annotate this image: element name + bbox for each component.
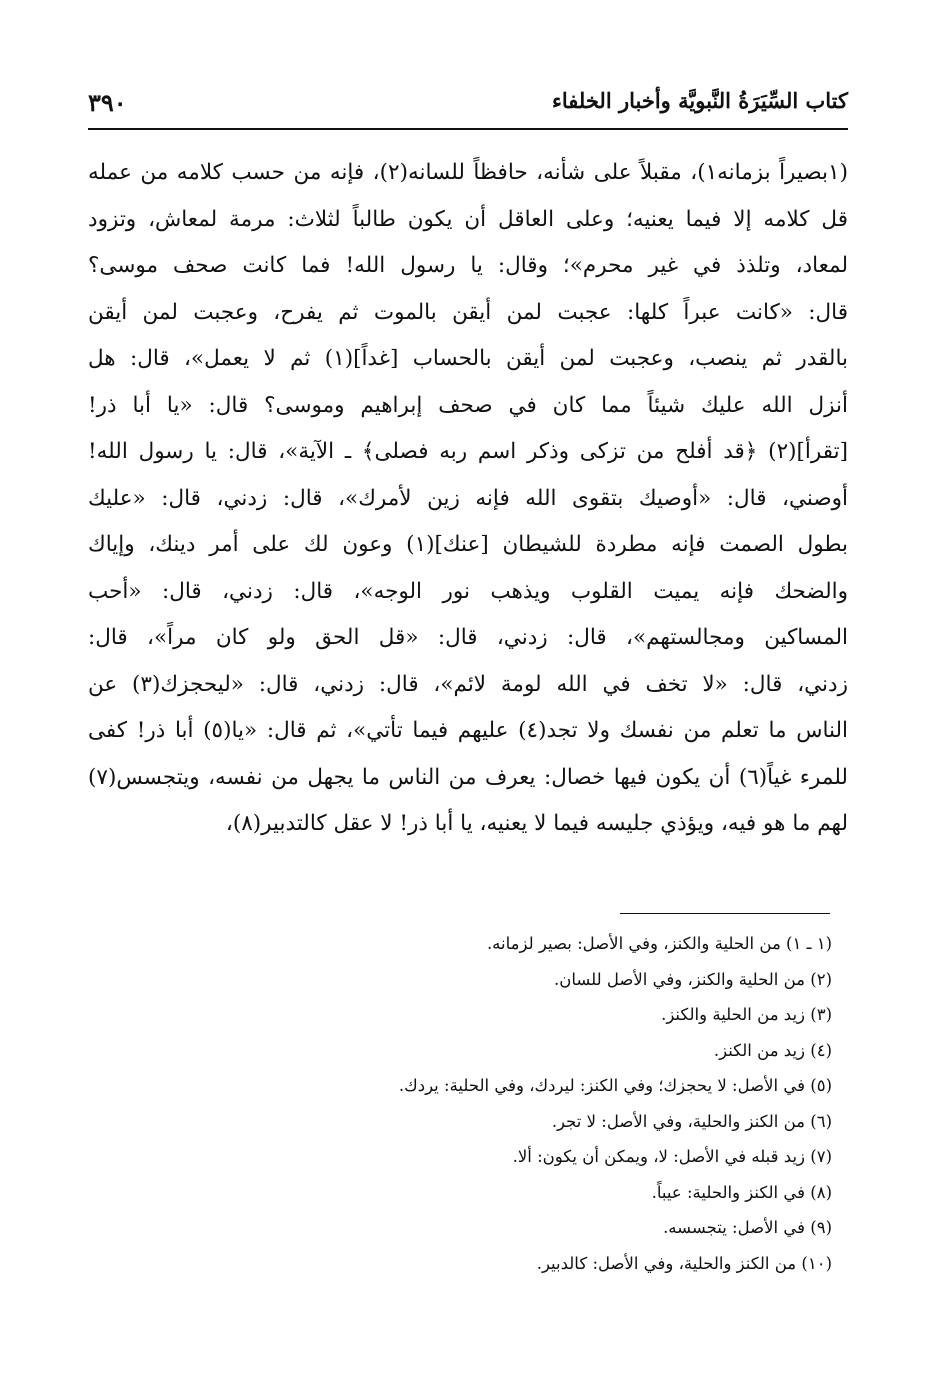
footnote: (٢) من الحلية والكنز، وفي الأصل للسان. <box>554 969 832 989</box>
header-rule <box>88 128 848 130</box>
body-line: الناس ما تعلم من نفسك ولا تجد(٤) عليهم فيما تأتي»، ثم قال: «يا(٥) أبا ذر! كفى <box>88 718 848 743</box>
body-line: قل كلامه إلا فيما يعنيه؛ وعلى العاقل أن يكون طالباً لثلاث: مرمة لمعاش، وتزود <box>88 206 848 232</box>
body-line: المساكين ومجالستهم»، قال: زدني، قال: «قل الحق ولو كان مراً»، قال: <box>88 625 848 650</box>
footnote: (١٠) من الكنز والحلية، وفي الأصل: كالدبير. <box>536 1253 832 1273</box>
footnote: (٧) زيد قبله في الأصل: لا، ويمكن أن يكون: ألا. <box>512 1147 832 1166</box>
body-line: أنزل الله عليك شيئاً مما كان في صحف إبراهيم وموسى؟ قال: «يا أبا ذر! <box>88 392 848 418</box>
page-number: ٣٩٠ <box>88 88 127 117</box>
footnotes <box>88 926 832 1281</box>
footnote-separator <box>620 913 830 914</box>
body-line: لهم ما هو فيه، ويؤذي جليسه فيما لا يعنيه، يا أبا ذر! لا عقل كالتدبير(٨)، <box>225 811 848 836</box>
body-line: بطول الصمت فإنه مطردة للشيطان [عنك](١) وعون لك على أمر دينك، وإياك <box>88 532 848 557</box>
footnote: (٨) في الكنز والحلية: عيباً. <box>651 1182 832 1202</box>
page-header <box>88 80 848 130</box>
body-text <box>88 150 848 848</box>
body-line: للمرء غياً(٦) أن يكون فيها خصال: يعرف من الناس ما يجهل من نفسه، ويتجسس(٧) <box>88 764 848 790</box>
running-title: كتاب السِّيَرَةُ النَّبويَّة وأخبار الخلفاء <box>552 88 848 113</box>
body-line: (١بصيراً بزمانه١)، مقبلاً على شأنه، حافظاً للسانه(٢)، فإنه من حسب كلامه من عمله <box>88 160 848 185</box>
body-line: [تقرأ](٢) ﴿قد أفلح من تزكى وذكر اسم ربه فصلى﴾ ـ الآية»، قال: يا رسول الله! <box>88 439 848 464</box>
footnote: (٦) من الكنز والحلية، وفي الأصل: لا تجر. <box>551 1111 832 1131</box>
footnote: (٣) زيد من الحلية والكنز. <box>661 1005 832 1024</box>
footnote: (٥) في الأصل: لا يحجزك؛ وفي الكنز: ليردك، وفي الحلية: يردك. <box>398 1076 832 1095</box>
body-line: والضحك فإنه يميت القلوب ويذهب نور الوجه»، قال: زدني، قال: «أحب <box>88 578 848 604</box>
body-line: قال: «كانت عبراً كلها: عجبت لمن أيقن بالموت ثم يفرح، وعجبت لمن أيقن <box>88 299 848 325</box>
body-line: بالقدر ثم ينصب، وعجبت لمن أيقن بالحساب [غداً](١) ثم لا يعمل»، قال: هل <box>88 346 848 371</box>
footnote: (٩) في الأصل: يتجسسه. <box>663 1218 832 1237</box>
footnote: (١ ـ ١) من الحلية والكنز، وفي الأصل: بصير لزمانه. <box>486 934 832 953</box>
body-line: زدني، قال: «لا تخف في الله لومة لائم»، قال: زدني، قال: «ليحجزك(٣) عن <box>88 671 848 697</box>
footnote: (٤) زيد من الكنز. <box>713 1040 832 1060</box>
body-line: لمعاد، وتلذذ في غير محرم»؛ وقال: يا رسول الله! فما كانت صحف موسى؟ <box>88 253 848 278</box>
body-line: أوصني، قال: «أوصيك بتقوى الله فإنه زين لأمرك»، قال: زدني، قال: «عليك <box>88 485 848 511</box>
